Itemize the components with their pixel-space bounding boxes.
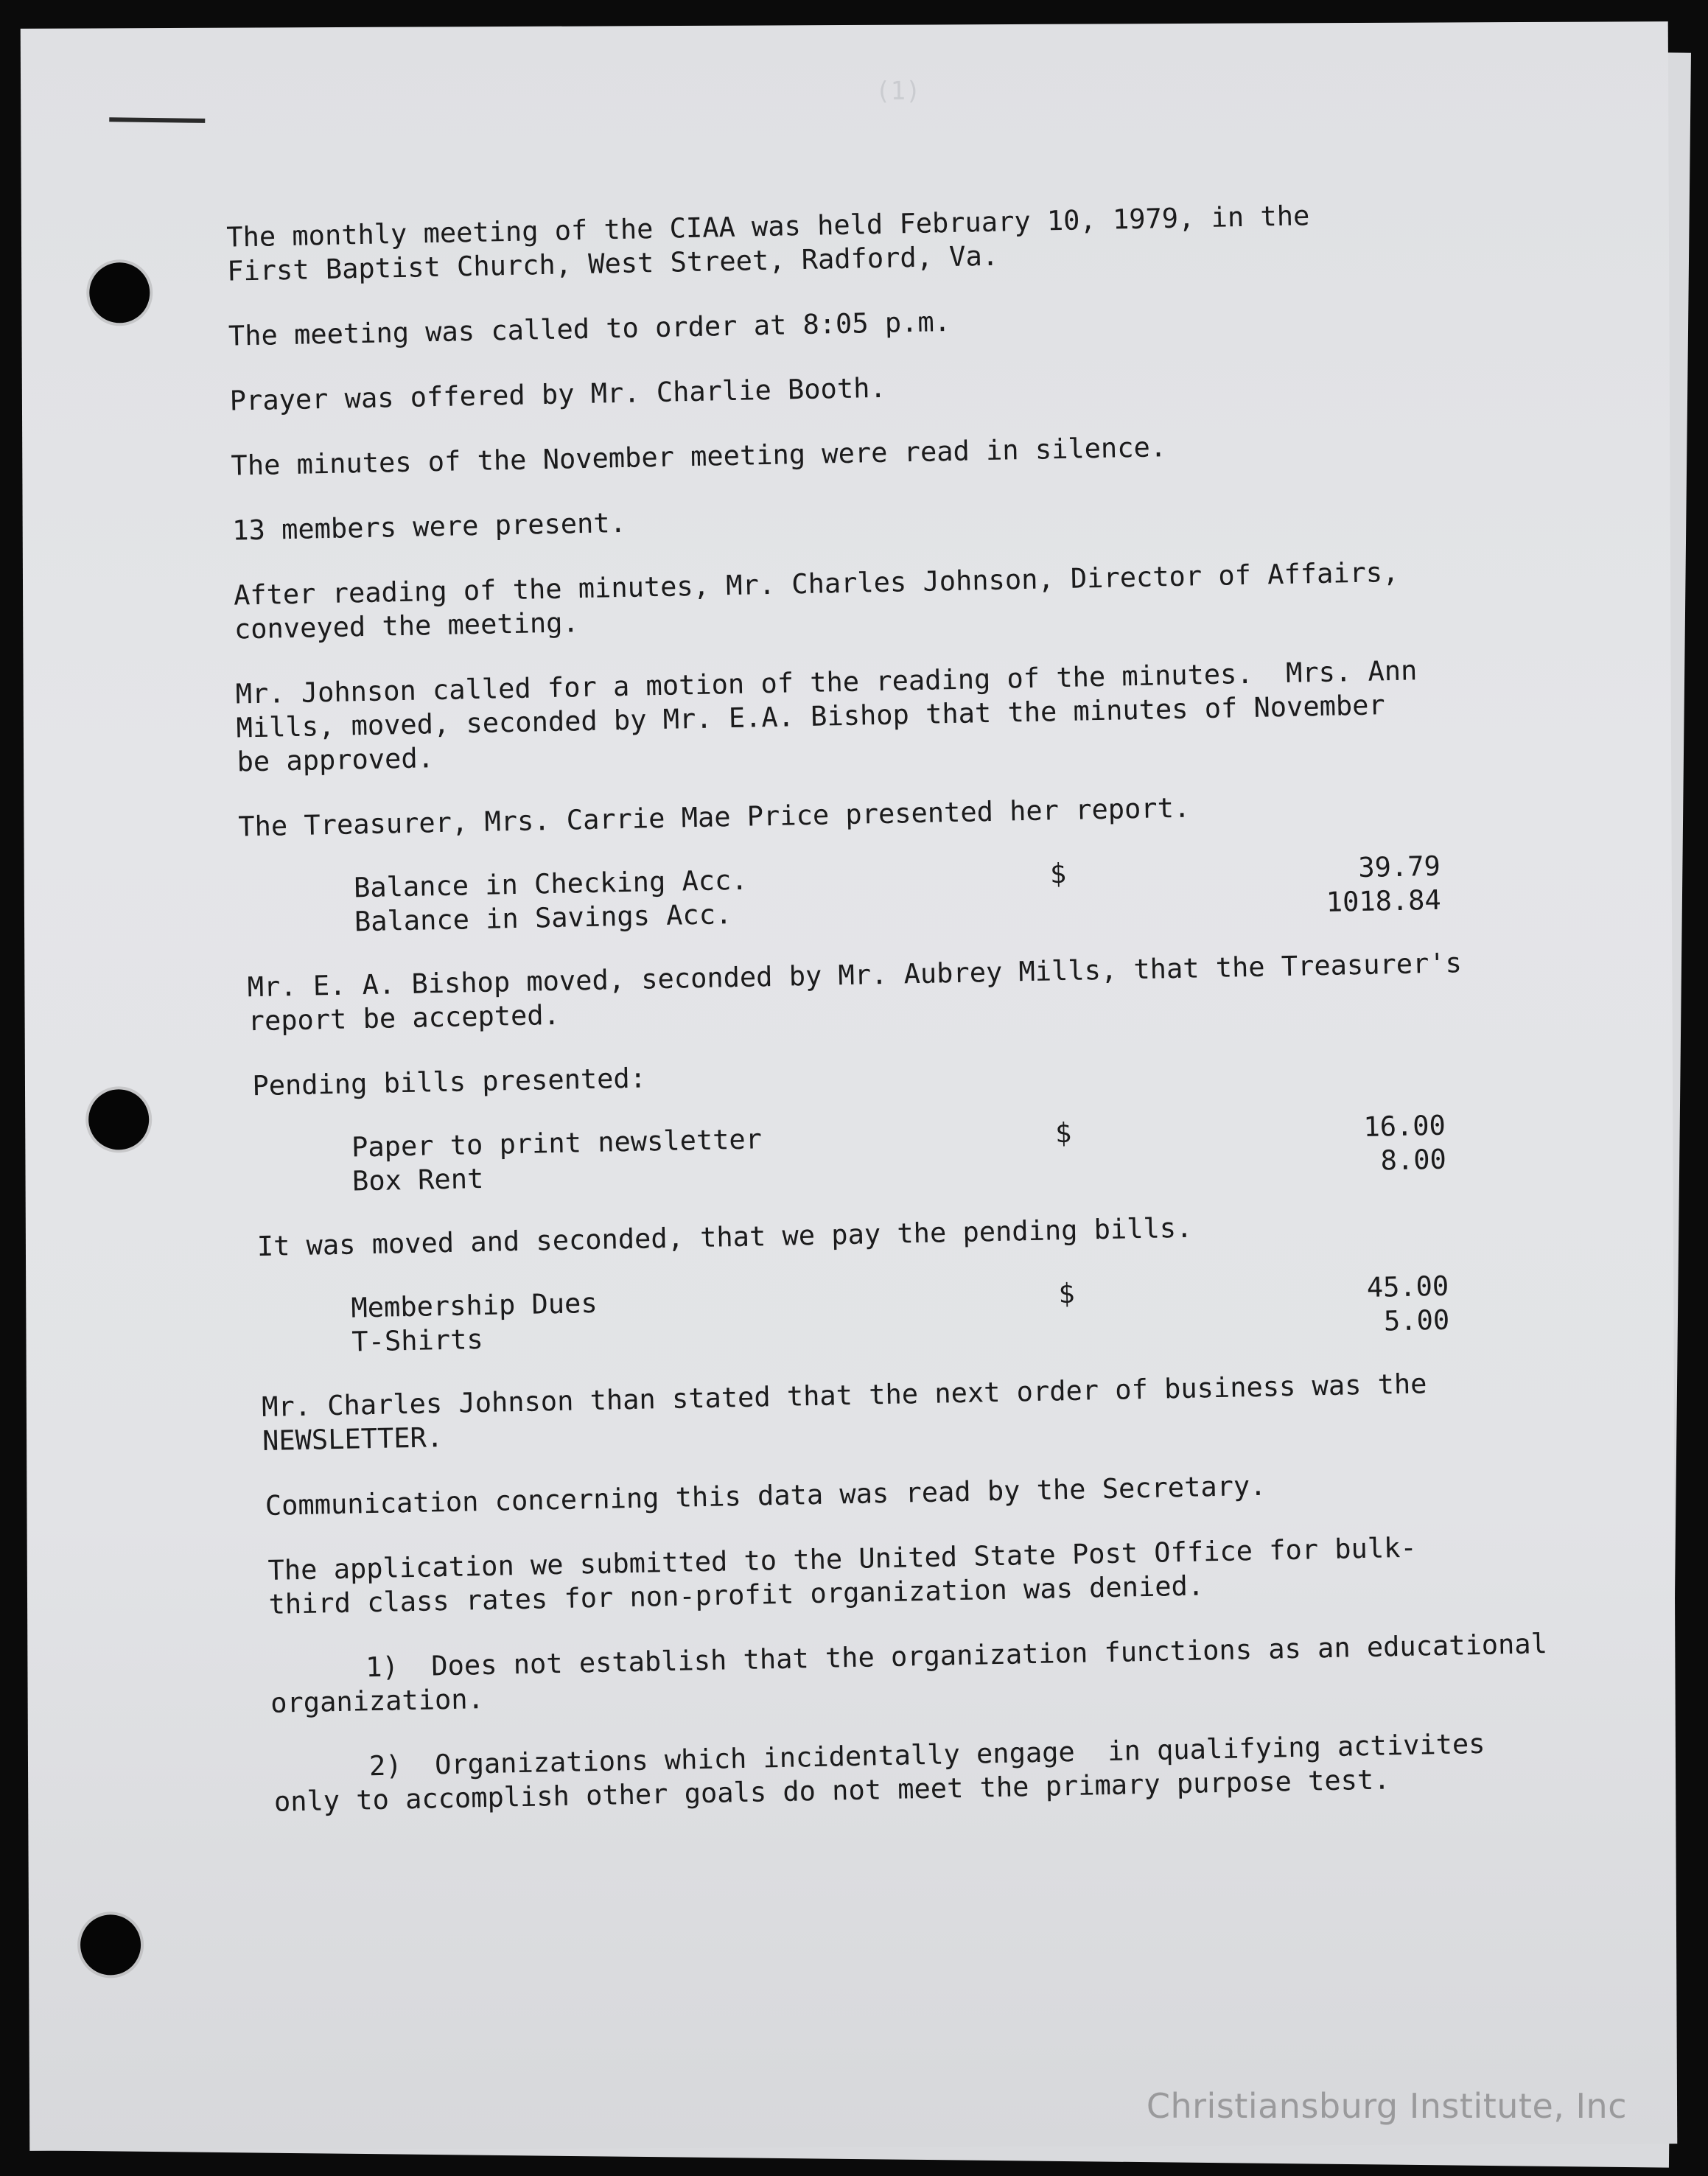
item-amount: 1018.84 (1326, 884, 1442, 918)
item-label: Box Rent (351, 1162, 484, 1197)
paragraph-meeting-info: The monthly meeting of the CIAA was held February 10, 1979, in the First Baptist Church, West Street, Radford, Va. (225, 200, 1310, 287)
paragraph-pending-bills: Pending bills presented: (252, 1062, 647, 1102)
item-label: Membership Dues (351, 1287, 598, 1324)
paragraph-motion-minutes: Mr. Johnson called for a motion of the reading of the minutes. Mrs. Ann Mills, moved, seconded by Mr. E.A. Bishop that the minutes of November be approved. (235, 654, 1418, 778)
page-number: (1) (875, 76, 921, 106)
paragraph-reason-1: 1) Does not establish that the organization functions as an educational organization. (270, 1628, 1548, 1719)
item-label: Balance in Checking Acc. (353, 864, 749, 904)
paragraph-application-denied: The application we submitted to the United State Post Office for bulk- third class rates for non-profit organization was denied. (267, 1531, 1418, 1620)
item-amount: 5.00 (1383, 1304, 1450, 1337)
pending-bills-table (245, 1107, 1550, 1201)
treasurer-report-table (239, 847, 1544, 942)
currency-sign: $ (1049, 857, 1067, 890)
paragraph-pay-bills: It was moved and seconded, that we pay the pending bills. (256, 1211, 1193, 1263)
paragraph-prayer: Prayer was offered by Mr. Charlie Booth. (229, 371, 887, 417)
punch-hole-middle (88, 1089, 149, 1150)
currency-sign: $ (1057, 1277, 1076, 1310)
item-amount: 16.00 (1363, 1109, 1446, 1143)
paragraph-newsletter: Mr. Charles Johnson than stated that the next order of business was the NEWSLETTER. (261, 1368, 1427, 1458)
dues-table (248, 1267, 1553, 1362)
paragraph-reason-2: 2) Organizations which incidentally engage in qualifying activites only to accomplish other goals do not meet the primary purpose test. (273, 1727, 1485, 1818)
item-amount: 39.79 (1357, 850, 1441, 884)
paragraph-treasurer: The Treasurer, Mrs. Carrie Mae Price presented her report. (237, 791, 1191, 843)
paragraph-conveyed: After reading of the minutes, Mr. Charles Johnson, Director of Affairs, conveyed the meeting. (233, 556, 1399, 646)
paragraph-call-to-order: The meeting was called to order at 8:05 p.m. (228, 305, 951, 352)
pen-mark (109, 117, 205, 123)
paragraph-communication: Communication concerning this data was read by the Secretary. (265, 1469, 1267, 1522)
item-amount: 45.00 (1366, 1270, 1449, 1304)
item-amount: 8.00 (1380, 1143, 1447, 1177)
punch-hole-bottom (80, 1914, 141, 1975)
item-label: Paper to print newsletter (351, 1123, 763, 1164)
watermark: Christiansburg Institute, Inc (1146, 2086, 1627, 2126)
paragraph-attendance: 13 members were present. (231, 506, 627, 547)
item-label: Balance in Savings Acc. (354, 898, 732, 938)
minutes-text (226, 195, 1563, 1850)
punch-hole-top (89, 262, 150, 323)
paragraph-accept-report: Mr. E. A. Bishop moved, seconded by Mr. Aubrey Mills, that the Treasurer's report be accepted. (247, 947, 1463, 1038)
document-page (21, 21, 1678, 2151)
currency-sign: $ (1054, 1116, 1072, 1150)
item-label: T-Shirts (351, 1323, 484, 1358)
paragraph-minutes-read: The minutes of the November meeting were read in silence. (231, 431, 1167, 482)
